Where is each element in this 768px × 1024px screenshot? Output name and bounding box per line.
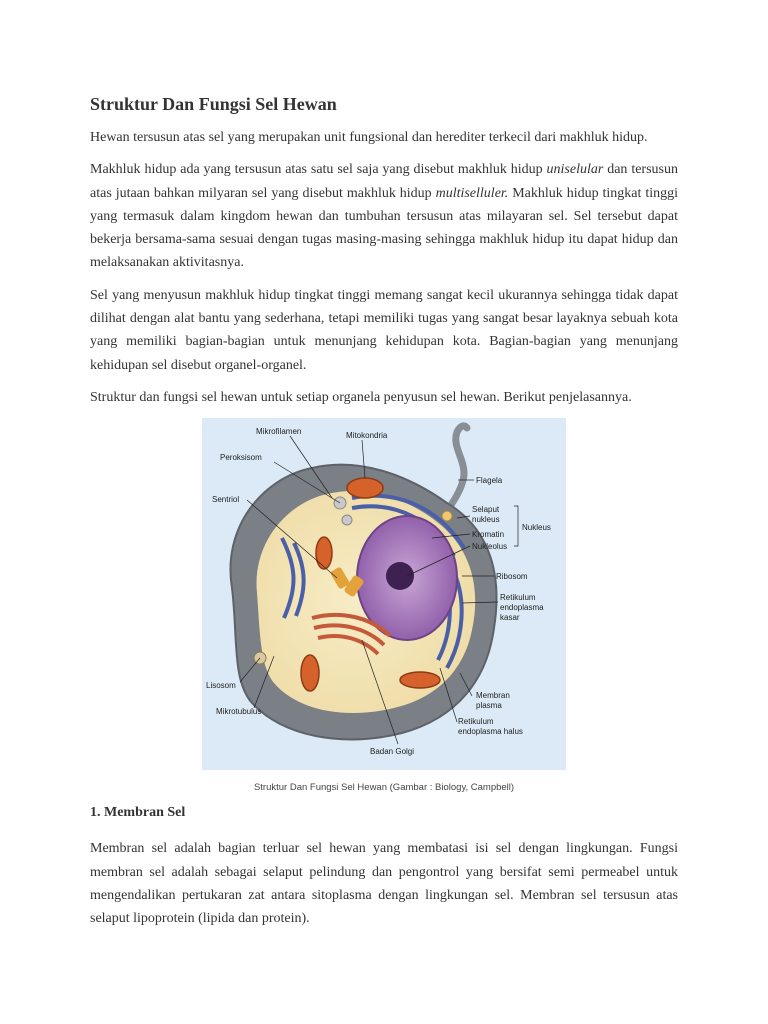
label-re-kasar-1: Retikulum xyxy=(500,593,536,603)
paragraph-4: Struktur dan fungsi sel hewan untuk setiap organela penyusun sel hewan. Berikut penjelasannya. xyxy=(90,389,632,405)
paragraph-2-part-c: Makhluk hidup tingkat tinggi yang termasuk dalam kingdom hewan dan tumbuhan tersusun atas milayaran sel. Sel tersebut dapat bekerja bersama-sama sesuai dengan tugas masing-masing sehingga makhluk hidup itu dapat hidup dan melaksanakan aktivitasnya. xyxy=(90,185,679,271)
paragraph-3: Sel yang menyusun makhluk hidup tingkat tinggi memang sangat kecil ukurannya sehingga tidak dapat dilihat dengan alat bantu yang sederhana, tetapi memiliki tugas yang sangat besar layaknya sebuah kota yang memiliki bagian-bagian untuk menunjang kehidupan kota. Bagian-bagian yang menunjang kehidupan sel disebut organel-organel. xyxy=(90,287,678,373)
label-membran-1: Membran xyxy=(476,691,510,701)
label-re-halus-1: Retikulum xyxy=(458,717,494,727)
mitochondrion-shape xyxy=(347,478,383,498)
label-ribosom: Ribosom xyxy=(496,572,528,582)
label-peroksisom: Peroksisom xyxy=(220,453,262,463)
label-selaput-2: nukleus xyxy=(472,515,500,525)
label-re-kasar-3: kasar xyxy=(500,613,520,623)
label-selaput-1: Selaput xyxy=(472,505,500,515)
label-badan-golgi: Badan Golgi xyxy=(370,747,415,757)
cell-diagram-figure xyxy=(90,418,678,793)
mitochondrion-shape-3 xyxy=(301,655,319,691)
article-body xyxy=(90,92,678,939)
label-kromatin: Kromatin xyxy=(472,530,505,540)
label-sentriol: Sentriol xyxy=(212,495,240,505)
mitochondrion-shape-2 xyxy=(316,537,332,569)
label-mikrofilamen: Mikrofilamen xyxy=(256,427,302,437)
term-multiselluler: multiselluler. xyxy=(435,185,509,201)
section-1-paragraph: Membran sel adalah bagian terluar sel hewan yang membatasi isi sel dengan lingkungan. Fungsi membran sel adalah sebagai selaput pelindung dan pengontrol yang bersifat semi permeabel untuk mengendalikan pertukaran zat antara sitoplasma dengan lingkungan sel. Membran sel tersusun atas selaput lipoprotein (lipida dan protein). xyxy=(90,841,678,927)
label-nukleus: Nukleus xyxy=(522,523,551,533)
label-mikrotubulus: Mikrotubulus xyxy=(216,707,262,717)
section-heading-membran-sel: 1. Membran Sel xyxy=(90,805,186,821)
paragraph-2-part-a: Makhluk hidup ada yang tersusun atas satu sel saja yang disebut makhluk hidup xyxy=(90,162,547,178)
mitochondrion-shape-4 xyxy=(400,672,440,688)
label-membran-2: plasma xyxy=(476,701,502,711)
nucleolus-shape xyxy=(386,562,414,590)
label-flagela: Flagela xyxy=(476,476,503,486)
figure-caption: Struktur Dan Fungsi Sel Hewan (Gambar : Biology, Campbell) xyxy=(253,782,515,794)
label-re-kasar-2: endoplasma xyxy=(500,603,544,613)
animal-cell-diagram xyxy=(202,418,566,770)
vesicle-shape xyxy=(342,515,352,525)
label-re-halus-2: endoplasma halus xyxy=(458,727,523,737)
paragraph-2 xyxy=(90,158,678,274)
term-uniselular: uniselular xyxy=(546,162,604,178)
paragraph-2-part-b: dan tersusun atas jutaan bahkan milyaran sel yang disebut makhluk hidup xyxy=(90,162,678,201)
article-title: Struktur Dan Fungsi Sel Hewan xyxy=(90,94,337,114)
label-lisosom: Lisosom xyxy=(206,681,236,691)
vesicle-shape-2 xyxy=(442,511,452,521)
label-nukleolus: Nukleolus xyxy=(472,542,508,552)
paragraph-1: Hewan tersusun atas sel yang merupakan unit fungsional dan herediter terkecil dari makhluk hidup. xyxy=(90,130,648,145)
label-mitokondria: Mitokondria xyxy=(346,431,388,441)
